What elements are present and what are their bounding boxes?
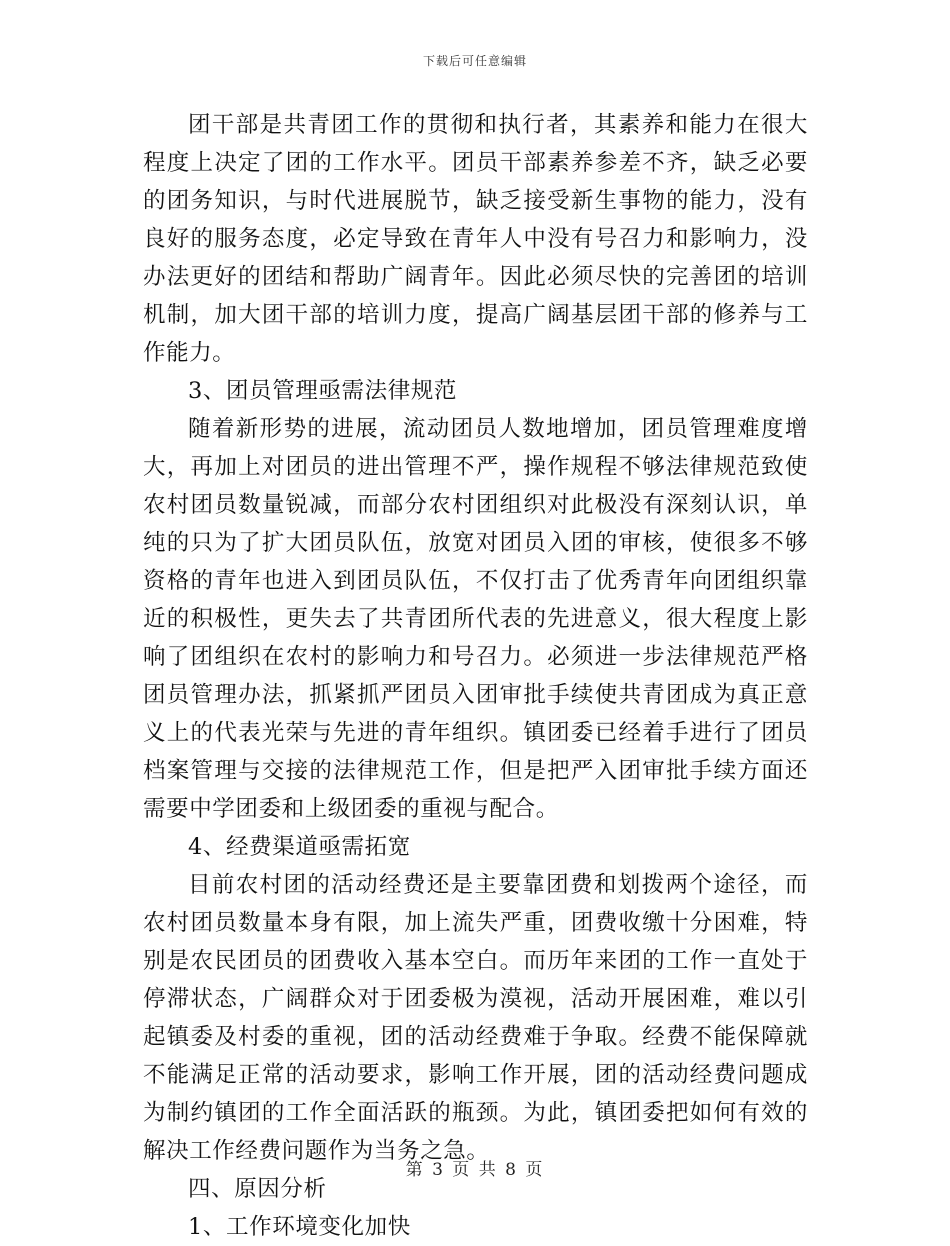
- document-body: [143, 106, 808, 1246]
- paragraph-cadre-training: 团干部是共青团工作的贯彻和执行者，其素养和能力在很大程度上决定了团的工作水平。团员干部素养参差不齐，缺乏必要的团务知识，与时代进展脱节，缺乏接受新生事物的能力，没有良好的服务态度，必定导致在青年人中没有号召力和影响力，没办法更好的团结和帮助广阔青年。因此必须尽快的完善团的培训机制，加大团干部的培训力度，提高广阔基层团干部的修养与工作能力。: [143, 112, 808, 366]
- heading-member-management: 3、团员管理亟需法律规范: [188, 378, 458, 404]
- paragraph-member-management: 随着新形势的进展，流动团员人数地增加，团员管理难度增大，再加上对团员的进出管理不严，操作规程不够法律规范致使农村团员数量锐减，而部分农村团组织对此极没有深刻认识，单纯的只为了扩大团员队伍，放宽对团员入团的审核，使很多不够资格的青年也进入到团员队伍，不仅打击了优秀青年向团组织靠近的积极性，更失去了共青团所代表的先进意义，很大程度上影响了团组织在农村的影响力和号召力。必须进一步法律规范严格团员管理办法，抓紧抓严团员入团审批手续使共青团成为真正意义上的代表光荣与先进的青年组织。镇团委已经着手进行了团员档案管理与交接的法律规范工作，但是把严入团审批手续方面还需要中学团委和上级团委的重视与配合。: [143, 416, 808, 822]
- paragraph-funding-channels: 目前农村团的活动经费还是主要靠团费和划拨两个途径，而农村团员数量本身有限，加上流失严重，团费收缴十分困难，特别是农民团员的团费收入基本空白。而历年来团的工作一直处于停滞状态，广阔群众对于团委极为漠视，活动开展困难，难以引起镇委及村委的重视，团的活动经费难于争取。经费不能保障就不能满足正常的活动要求，影响工作开展，团的活动经费问题成为制约镇团的工作全面活跃的瓶颈。为此，镇团委把如何有效的解决工作经费问题作为当务之急。: [143, 872, 808, 1164]
- heading-work-environment: 1、工作环境变化加快: [188, 1214, 411, 1240]
- heading-funding-channels: 4、经费渠道亟需拓宽: [188, 834, 411, 860]
- page-header: 下载后可任意编辑: [422, 54, 527, 68]
- page-number: 第 3 页 共 8 页: [405, 1160, 545, 1180]
- heading-cause-analysis: 四、原因分析: [188, 1176, 327, 1202]
